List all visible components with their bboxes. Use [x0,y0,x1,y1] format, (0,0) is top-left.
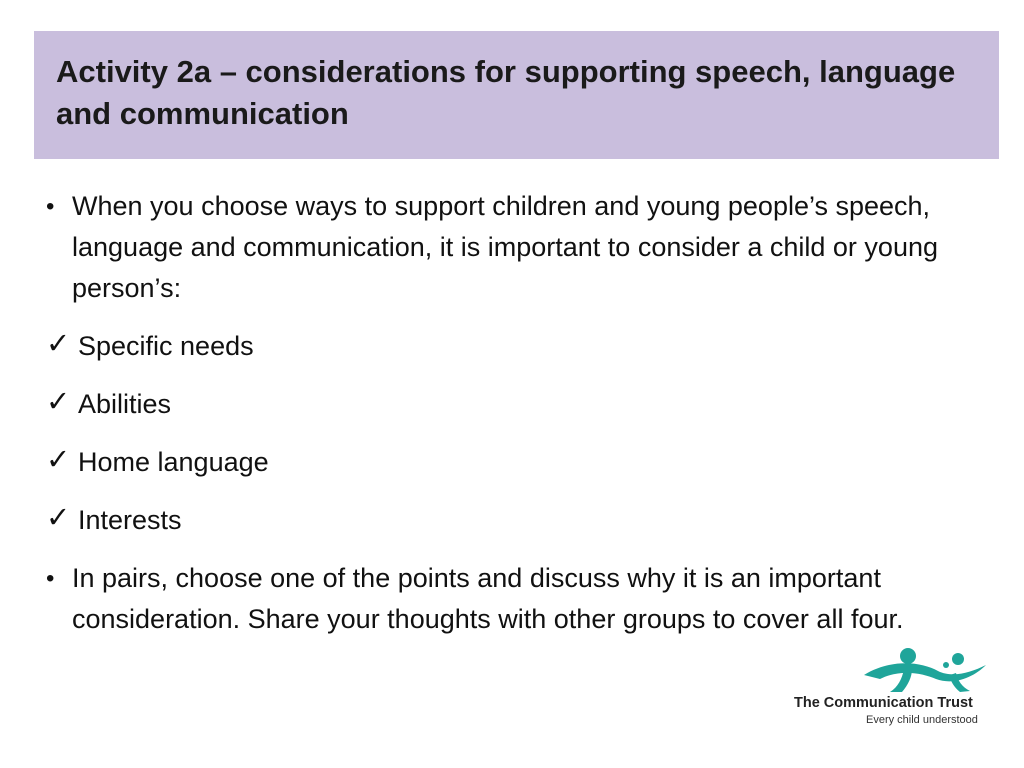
communication-trust-logo [790,645,990,735]
bullet-item-intro [44,186,974,309]
check-item-interests [44,500,974,541]
bullet-text: When you choose ways to support children and young people’s speech, language and communication, it is important to consider a child or young person’s: [72,191,938,303]
bullet-text: In pairs, choose one of the points and discuss why it is an important consideration. Share your thoughts with other groups to cover all four. [72,563,904,634]
bullet-marker: • [46,193,55,220]
check-text: Interests [78,505,182,535]
checkmark-icon: ✓ [46,326,71,360]
check-item-abilities [44,384,974,425]
checkmark-icon: ✓ [46,442,71,476]
slide-title: Activity 2a – considerations for supporting speech, language and communication [56,54,956,131]
check-text: Abilities [78,389,172,419]
logo-tagline: Every child understood [866,714,978,726]
slide-body [44,186,974,640]
check-item-specific-needs [44,326,974,367]
figures-icon [860,645,990,693]
check-item-home-language [44,442,974,483]
bullet-marker: • [46,565,55,592]
logo-name: The Communication Trust [794,695,973,711]
title-bar [34,31,999,159]
check-text: Specific needs [78,331,254,361]
checkmark-icon: ✓ [46,384,71,418]
bullet-item-pairs-activity [44,558,974,640]
check-text: Home language [78,447,269,477]
checkmark-icon: ✓ [46,500,71,534]
